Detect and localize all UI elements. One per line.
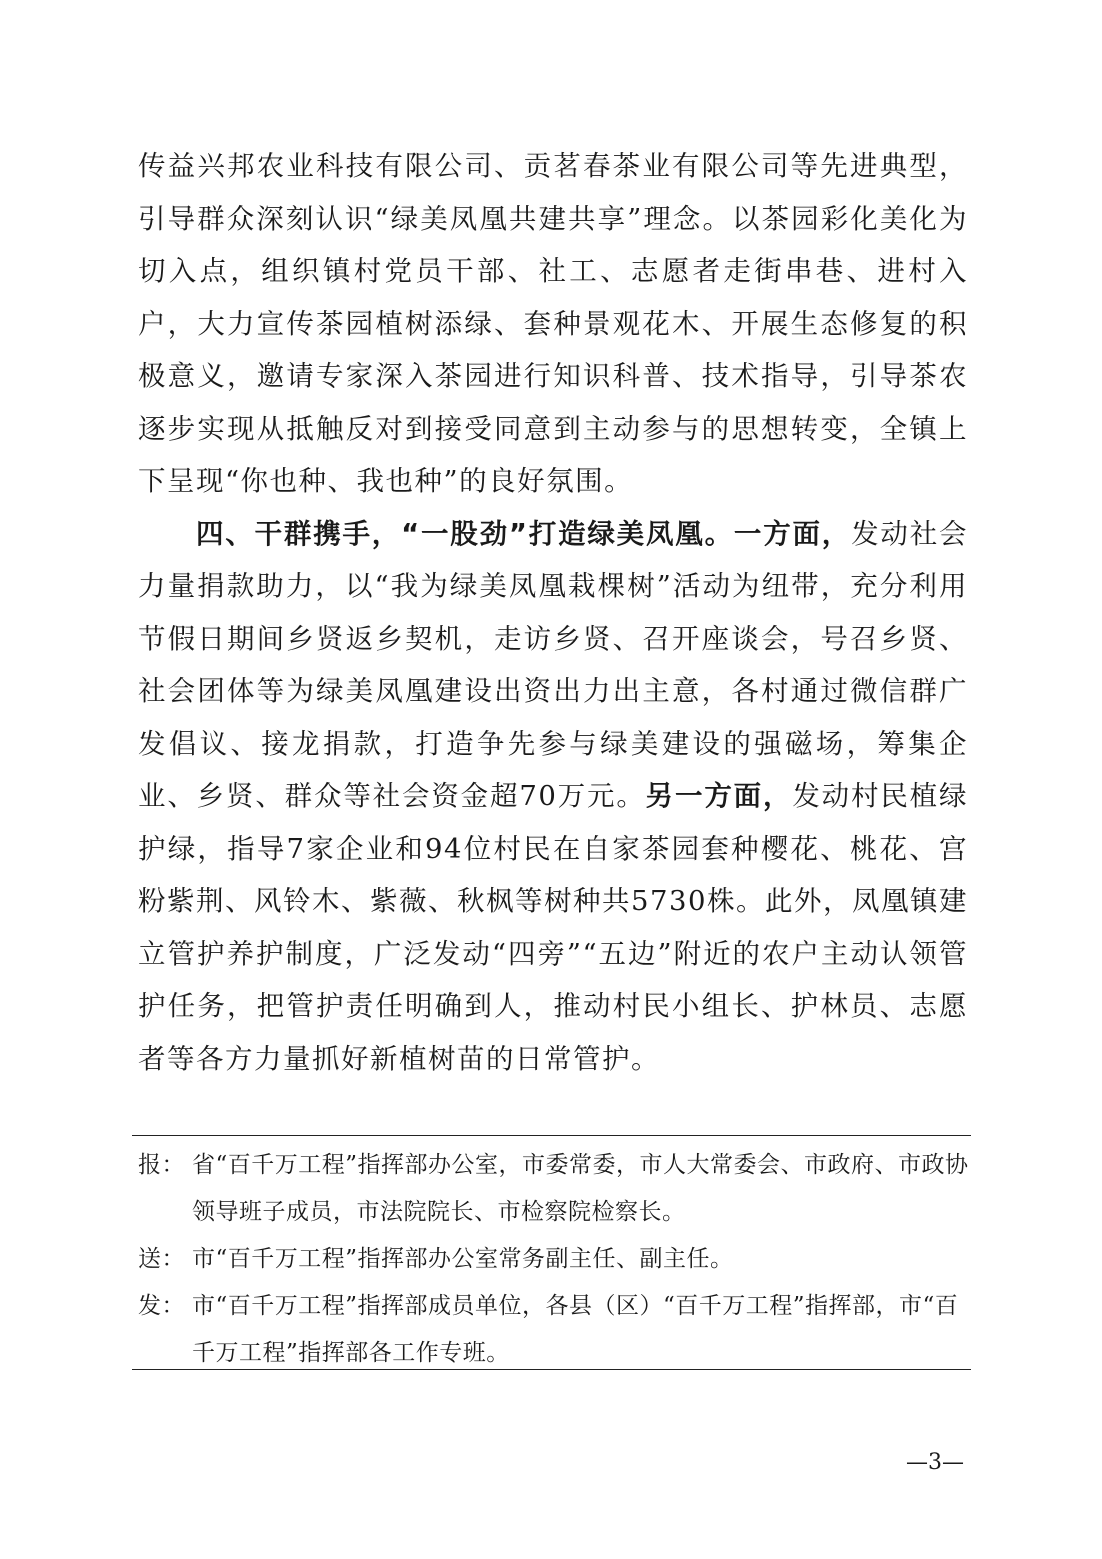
distribution-list xyxy=(138,1142,970,1377)
paragraph-text: 传益兴邦农业科技有限公司、贡茗春茶业有限公司等先进典型，引导群众深刻认识“绿美凤凰共建共享”理念。以茶园彩化美化为切入点，组织镇村党员干部、社工、志愿者走街串巷、进村入户，大力宣传茶园植树添绿、套种景观花木、开展生态修复的积极意义，邀请专家深入茶园进行知识科普、技术指导，引导茶农逐步实现从抵触反对到接受同意到主动参与的思想转变，全镇上下呈现“你也种、我也种”的良好氛围。 xyxy=(138,150,968,497)
paragraph-text-social-funding: 发动社会力量捐款助力，以“我为绿美凤凰栽棵树”活动为纽带，充分利用节假日期间乡贤返乡契机，走访乡贤、召开座谈会，号召乡贤、社会团体等为绿美凤凰建设出资出力出主意，各村通过微信群广发倡议、接龙捐款，打造争先参与绿美建设的强磁场，筹集企业、乡贤、群众等社会资金超70万元。 xyxy=(138,517,969,812)
paragraph-cadres-and-masses xyxy=(138,508,968,1086)
distribution-issue-text: 市“百千万工程”指挥部成员单位，各县（区）“百千万工程”指挥部，市“百千万工程”指挥部各工作专班。 xyxy=(192,1293,959,1366)
lead-phrase-one-hand: 一方面， xyxy=(733,517,852,550)
distribution-top-rule xyxy=(132,1135,971,1136)
paragraph-tea-garden-promotion xyxy=(138,140,968,508)
distribution-send-text: 市“百千万工程”指挥部办公室常务副主任、副主任。 xyxy=(192,1246,734,1272)
distribution-report-row xyxy=(138,1142,970,1236)
page-number: —3— xyxy=(906,1450,964,1475)
distribution-send-label: 送： xyxy=(138,1246,185,1272)
section-heading: 四、干群携手，“一股劲”打造绿美凤凰。 xyxy=(196,517,734,550)
distribution-bottom-rule xyxy=(132,1369,971,1370)
distribution-issue-label: 发： xyxy=(138,1293,185,1319)
paragraph-text-villager-planting: 发动村民植绿护绿，指导7家企业和94位村民在自家茶园套种樱花、桃花、宫粉紫荆、风铃木、紫薇、秋枫等树种共5730株。此外，凤凰镇建立管护养护制度，广泛发动“四旁”“五边”附近的农户主动认领管护任务，把管护责任明确到人，推动村民小组长、护林员、志愿者等各方力量抓好新植树苗的日常管护。 xyxy=(138,780,969,1075)
lead-phrase-other-hand: 另一方面， xyxy=(645,780,793,812)
body-text xyxy=(138,140,968,1085)
distribution-report-text: 省“百千万工程”指挥部办公室，市委常委，市人大常委会、市政府、市政协领导班子成员，市法院院长、市检察院检察长。 xyxy=(192,1152,969,1225)
distribution-report-label: 报： xyxy=(138,1152,185,1178)
distribution-send-row xyxy=(138,1236,970,1283)
distribution-issue-row xyxy=(138,1283,970,1377)
